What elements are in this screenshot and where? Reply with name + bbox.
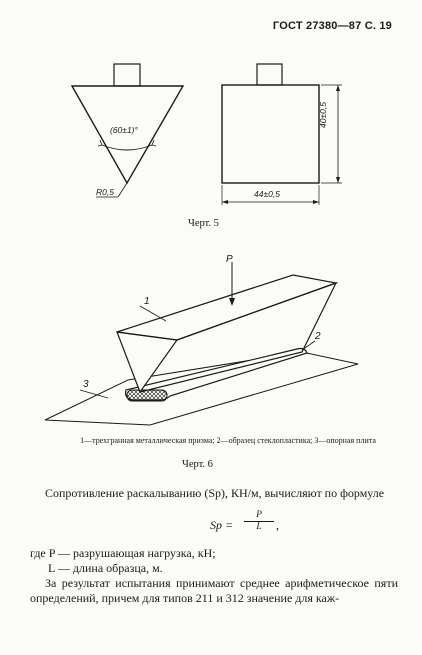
prism-side-face bbox=[140, 283, 336, 392]
formula-lhs: Sр = bbox=[210, 518, 234, 532]
where-p: где P — разрушающая нагрузка, кН; bbox=[30, 546, 216, 560]
width-label: 44±0,5 bbox=[254, 189, 280, 199]
paragraph-formula-intro: Сопротивление раскалыванию (Sр), КН/м, вычисляют по формуле bbox=[45, 486, 385, 500]
figure-5-caption: Черт. 5 bbox=[188, 218, 219, 229]
side-view-rect bbox=[222, 85, 319, 183]
callout-3: 3 bbox=[83, 379, 89, 390]
angle-label: (60±1)° bbox=[110, 125, 138, 135]
prism-top-face bbox=[117, 275, 336, 340]
square-handle bbox=[257, 64, 282, 85]
radius-leader bbox=[118, 183, 127, 197]
radius-label: R0,5 bbox=[96, 187, 114, 197]
specimen-section bbox=[127, 390, 167, 401]
force-label: P bbox=[226, 254, 233, 265]
figure-5-drawing bbox=[0, 0, 422, 235]
formula-numerator: P bbox=[244, 510, 274, 522]
prism-handle bbox=[114, 64, 140, 86]
formula bbox=[210, 510, 350, 544]
callout-2: 2 bbox=[315, 331, 321, 342]
where-l: L — длина образца, м. bbox=[48, 561, 163, 575]
page-header: ГОСТ 27380—87 С. 19 bbox=[272, 20, 392, 32]
height-label: 40±0,5 bbox=[318, 102, 328, 128]
figure-6-drawing bbox=[0, 240, 422, 435]
formula-denominator: L bbox=[256, 522, 262, 532]
callout-1: 1 bbox=[144, 296, 150, 307]
paragraph-result: За результат испытания принимают среднее арифметическое пяти определений, причем для типов 211 и 312 значение для каж- bbox=[30, 576, 398, 605]
formula-comma: , bbox=[276, 518, 279, 532]
figure-6-legend: 1—трехгранная металлическая призма; 2—образец стеклопластика; 3—опорная плита bbox=[80, 436, 376, 445]
figure-6-caption: Черт. 6 bbox=[182, 459, 213, 470]
angle-arc bbox=[102, 145, 152, 150]
support-plate bbox=[45, 352, 358, 425]
